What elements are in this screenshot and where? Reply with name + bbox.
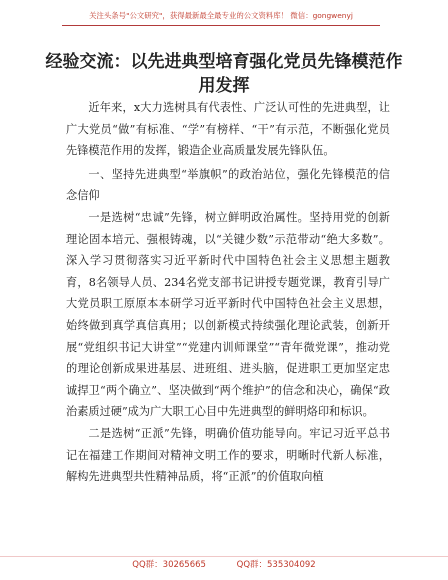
- footer-qq-group-2: QQ群：535304092: [236, 560, 316, 570]
- footer-qq-group-1: QQ群：30265665: [132, 560, 206, 570]
- paragraph-loyalty: 一是选树“忠诚”先锋，树立鲜明政治属性。坚持用党的创新理论固本培元、强根铸魂，以“关键少数”示范带动“绝大多数”。深入学习贯彻落实习近平新时代中国特色社会主义思想主题教育，8名领导人员、234名党支部书记讲授专题党课，教育引导广大党员职工原原本本研学习近平新时代中国特色社会主义思想，始终做到真学真信真用；以创新模式持续强化理论武装，创新开展“党组织书记大讲堂”“党建内训师课堂”“青年微党课”，推动党的理论创新成果进基层、进班组、进头脑，促进职工更加坚定忠诚捍卫“两个确立”、坚决做到“两个维护”的信念和决心，确保“政治素质过硬”成为广大职工心目中先进典型的鲜明烙印和标识。: [66, 210, 390, 419]
- document-title: 经验交流：以先进典型培育强化党员先锋模范作用发挥: [45, 52, 403, 96]
- paragraph-integrity: 二是选树“正派”先锋，明确价值功能导向。牢记习近平总书记在福建工作期间对精神文明工作的要求，明晰时代新人标准，解构先进典型共性精神品质，将“正派”的价值取向植: [66, 426, 390, 484]
- header-notice: 关注头条号"公文研究"，获得最新最全最专业的公文资料库！ 微信：gongwenyj: [62, 7, 380, 26]
- footer-contact: [0, 556, 448, 573]
- document-body: [66, 97, 390, 488]
- section-heading-1: 一、坚持先进典型“举旗帜”的政治站位，强化先锋模范的信念信仰: [66, 167, 390, 203]
- paragraph-intro: 近年来，x大力选树具有代表性、广泛认可性的先进典型，让广大党员“做”有标准、“学”有榜样、“干”有示范，不断强化党员先锋模范作用的发挥，锻造企业高质量发展先锋队伍。: [66, 101, 390, 158]
